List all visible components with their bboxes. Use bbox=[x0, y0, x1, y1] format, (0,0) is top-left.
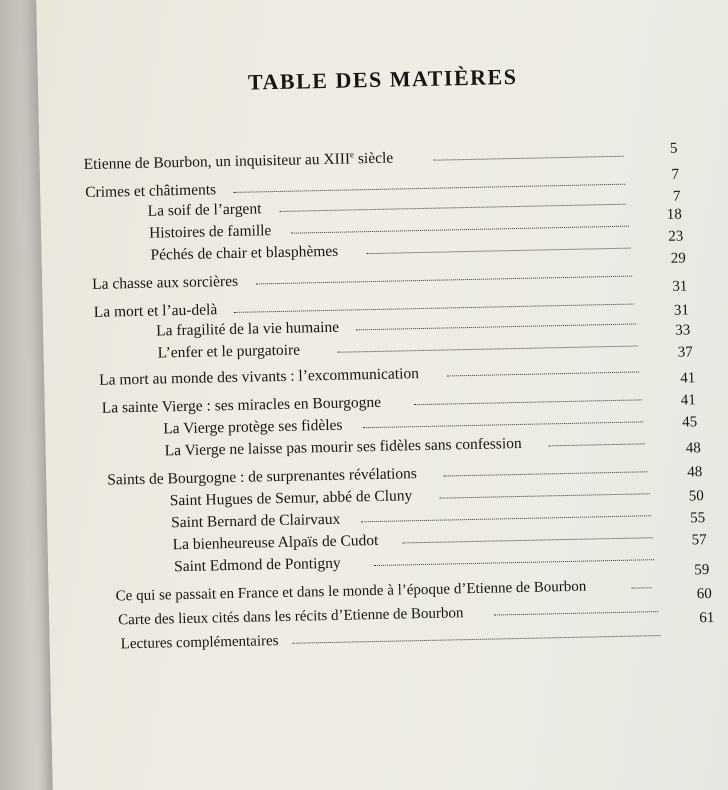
book-page bbox=[36, 0, 728, 790]
toc-page-number: 41 bbox=[680, 370, 696, 387]
toc-page-number: 60 bbox=[696, 585, 712, 603]
toc-leader-dots bbox=[291, 222, 629, 234]
toc-entry-label: La Vierge ne laisse pas mourir ses fidèles sans confession bbox=[164, 434, 522, 460]
toc-leader-dots bbox=[366, 244, 630, 255]
toc-entry-label: La Vierge protège ses fidèles bbox=[163, 416, 343, 438]
toc-leader-dots bbox=[403, 533, 653, 543]
toc-entry-label: L’enfer et le purgatoire bbox=[157, 341, 301, 362]
toc-leader-dots bbox=[414, 395, 642, 405]
toc-entry-label: Crimes et châtiments bbox=[85, 181, 217, 202]
toc-page-number: 55 bbox=[690, 510, 706, 527]
toc-page-number: 33 bbox=[675, 322, 691, 339]
toc-page-number: 45 bbox=[682, 414, 698, 431]
toc-page-number: 57 bbox=[691, 532, 707, 549]
toc-entry-label: La soif de l’argent bbox=[147, 200, 262, 220]
toc-entry-label: Ce qui se passait en France et dans le monde à l’époque d’Etienne de Bourbon bbox=[115, 578, 587, 605]
toc-entry-label: Etienne de Bourbon, un inquisiteur au XIIIe siècle bbox=[83, 149, 394, 174]
toc-page-number: 7 bbox=[671, 166, 680, 183]
toc-entry-label: Saint Bernard de Clairvaux bbox=[171, 510, 341, 532]
toc-entry-label: La mort et l’au-delà bbox=[93, 301, 218, 321]
toc-page-number: 23 bbox=[668, 228, 684, 245]
toc-entry-label: Carte des lieux cités dans les récits d’Etienne de Bourbon bbox=[118, 605, 464, 629]
toc-entry-label: La mort au monde des vivants : l’excommunication bbox=[99, 365, 420, 389]
toc-leader-dots bbox=[443, 467, 647, 476]
toc-leader-dots bbox=[374, 555, 654, 566]
toc-page-number: 50 bbox=[688, 488, 704, 505]
toc-page-number: 5 bbox=[669, 140, 678, 157]
toc-leader-dots bbox=[494, 607, 658, 615]
toc-page-number: 29 bbox=[670, 250, 686, 267]
toc-entry-label: La chasse aux sorcières bbox=[91, 272, 239, 293]
toc-leader-dots bbox=[356, 320, 636, 331]
toc-page-number: 41 bbox=[680, 392, 696, 409]
toc-entry-label: La bienheureuse Alpaïs de Cudot bbox=[172, 531, 379, 554]
toc-entry-label: Saint Hugues de Semur, abbé de Cluny bbox=[169, 487, 413, 510]
toc-page-number: 61 bbox=[699, 609, 715, 627]
toc-entry-label: Lectures complémentaires bbox=[120, 633, 279, 653]
toc-page-number: 7 bbox=[672, 188, 681, 205]
toc-page-number: 59 bbox=[694, 562, 710, 579]
toc-page-number: 48 bbox=[685, 440, 701, 457]
toc-leader-dots bbox=[440, 489, 650, 498]
toc-page-number: 31 bbox=[673, 302, 690, 319]
toc-leader-dots bbox=[549, 439, 645, 446]
toc-page-number: 37 bbox=[677, 344, 693, 361]
toc-entry-label: Saints de Bourgogne : de surprenantes révélations bbox=[107, 465, 418, 489]
toc-entry-label: La sainte Vierge : ses miracles en Bourgogne bbox=[101, 393, 382, 417]
toc-leader-dots bbox=[280, 200, 626, 212]
toc-page-number: 18 bbox=[666, 206, 683, 223]
toc-entry-label: La fragilité de la vie humaine bbox=[155, 318, 340, 340]
toc-leader-dots bbox=[293, 631, 661, 644]
toc-leader-dots bbox=[447, 367, 639, 376]
toc-page-number: 48 bbox=[687, 464, 703, 481]
toc-leader-dots bbox=[361, 511, 651, 522]
toc-page-number: 31 bbox=[672, 278, 688, 295]
toc-leader-dots bbox=[632, 583, 652, 588]
toc-leader-dots bbox=[363, 417, 643, 428]
toc-entry-label: Saint Edmond de Pontigny bbox=[173, 554, 341, 576]
page-title: TABLE DES MATIÈRES bbox=[247, 63, 518, 95]
toc-entry-label: Péchés de chair et blasphèmes bbox=[150, 242, 339, 264]
toc-entry-label: Histoires de famille bbox=[148, 222, 272, 242]
toc-leader-dots bbox=[434, 152, 624, 161]
toc-leader-dots bbox=[338, 341, 638, 352]
toc-leader-dots bbox=[256, 272, 632, 285]
